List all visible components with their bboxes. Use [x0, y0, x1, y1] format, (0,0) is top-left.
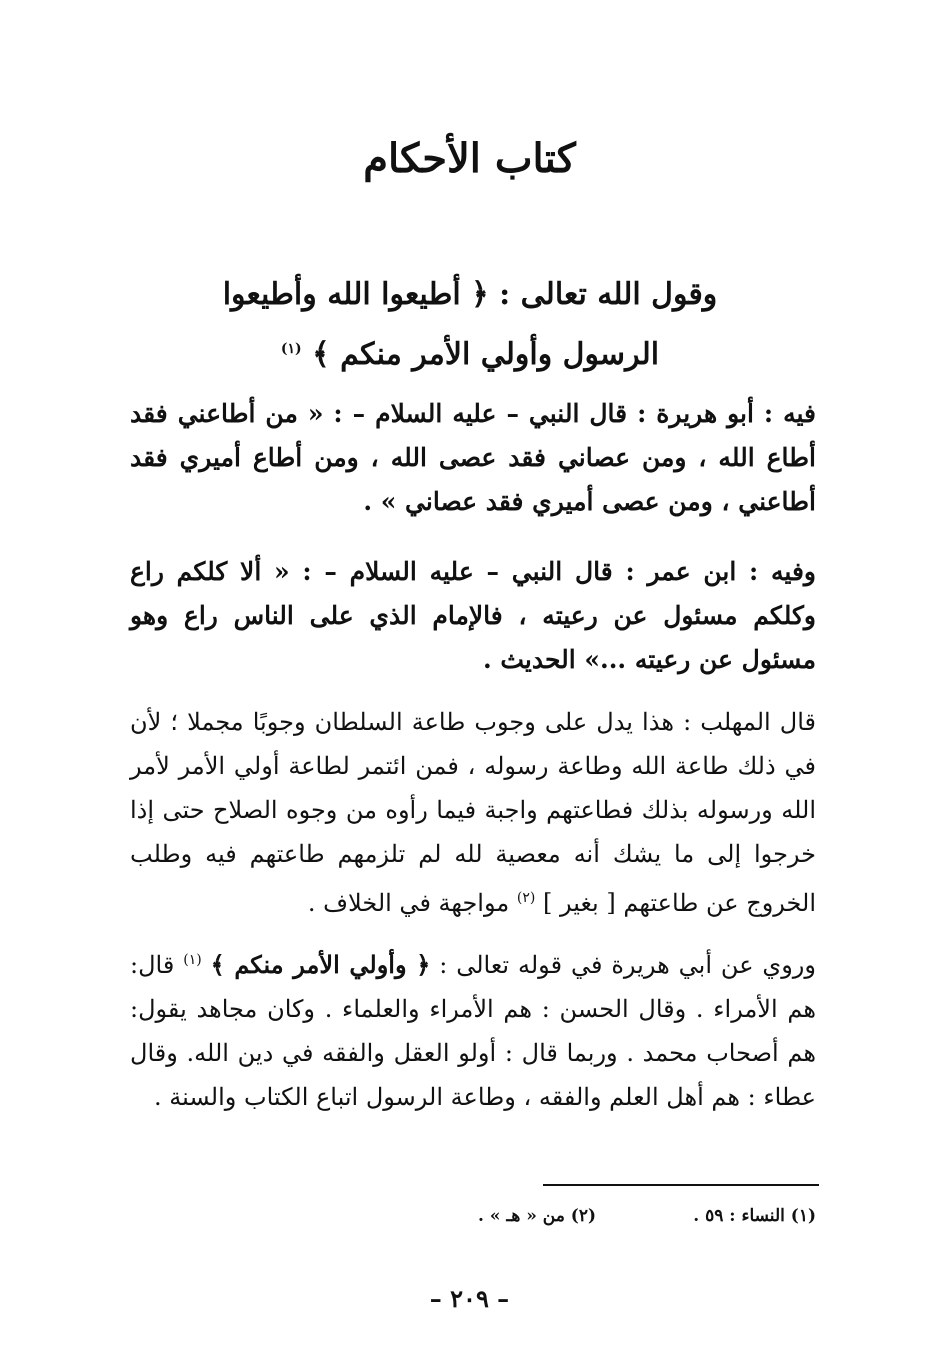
- chapter-heading-line2: الرسول وأولي الأمر منكم ﴾: [312, 337, 660, 372]
- page-number: – ٢٠٩ –: [429, 1284, 510, 1313]
- footnote-1: (١) النساء : ٥٩ .: [693, 1206, 816, 1226]
- commentary1-text: قال المهلب : هذا يدل على وجوب طاعة السلطان وجوبًا مجملا ؛ لأن في ذلك طاعة الله وطاعة رسوله ، فمن ائتمر لطاعة أولي الأمر لأمر الله ورسوله بذلك فطاعتهم واجبة فيما رأوه من وجوه الصلاح حتى إذا خرجوا إلى ما يشك أنه معصية لله لم تلزمهم طاعتهم فيه وطلب الخروج عن طاعتهم [ بغير ]: [130, 708, 816, 917]
- footnote-2: (٢) من « هـ » .: [478, 1206, 596, 1226]
- hadith-paragraph-1: فيه : أبو هريرة : قال النبي – عليه السلام – : « من أطاعني فقد أطاع الله ، ومن عصاني فقد عصى الله ، ومن أطاع أميري فقد أطاعني ، ومن عصى أميري فقد عصاني » .: [130, 399, 816, 516]
- commentary1-text-end: مواجهة في الخلاف .: [307, 889, 510, 917]
- commentary-paragraph-2: [130, 938, 816, 1119]
- chapter-heading: [150, 268, 790, 382]
- commentary2-footnote-ref: (١): [183, 952, 202, 968]
- commentary2-text-end: قال: هم الأمراء . وقال الحسن : هم الأمراء والعلماء . وكان مجاهد يقول: هم أصحاب محمد . وربما قال : أولو العقل والفقه في دين الله. وقال عطاء : هم أهل العلم والفقه ، وطاعة الرسول اتباع الكتاب والسنة .: [130, 951, 816, 1111]
- quran-quote: ﴿ وأولي الأمر منكم ﴾: [210, 950, 431, 979]
- commentary-paragraph-1: [130, 700, 816, 925]
- hadith-paragraph-2: وفيه : ابن عمر : قال النبي – عليه السلام – : « ألا كلكم راع وكلكم مسئول عن رعيته ، فالإمام الذي على الناس راع وهو مسئول عن رعيته ...» الحديث .: [130, 557, 816, 674]
- footnote-separator: [543, 1184, 819, 1186]
- book-title: كتاب الأحكام: [363, 135, 576, 182]
- chapter-footnote-ref: (١): [280, 341, 302, 357]
- commentary2-text: وروي عن أبي هريرة في قوله تعالى :: [439, 951, 816, 979]
- chapter-heading-line1: وقول الله تعالى : ﴿ أطيعوا الله وأطيعوا: [222, 277, 718, 312]
- commentary1-footnote-ref: (٢): [516, 890, 536, 906]
